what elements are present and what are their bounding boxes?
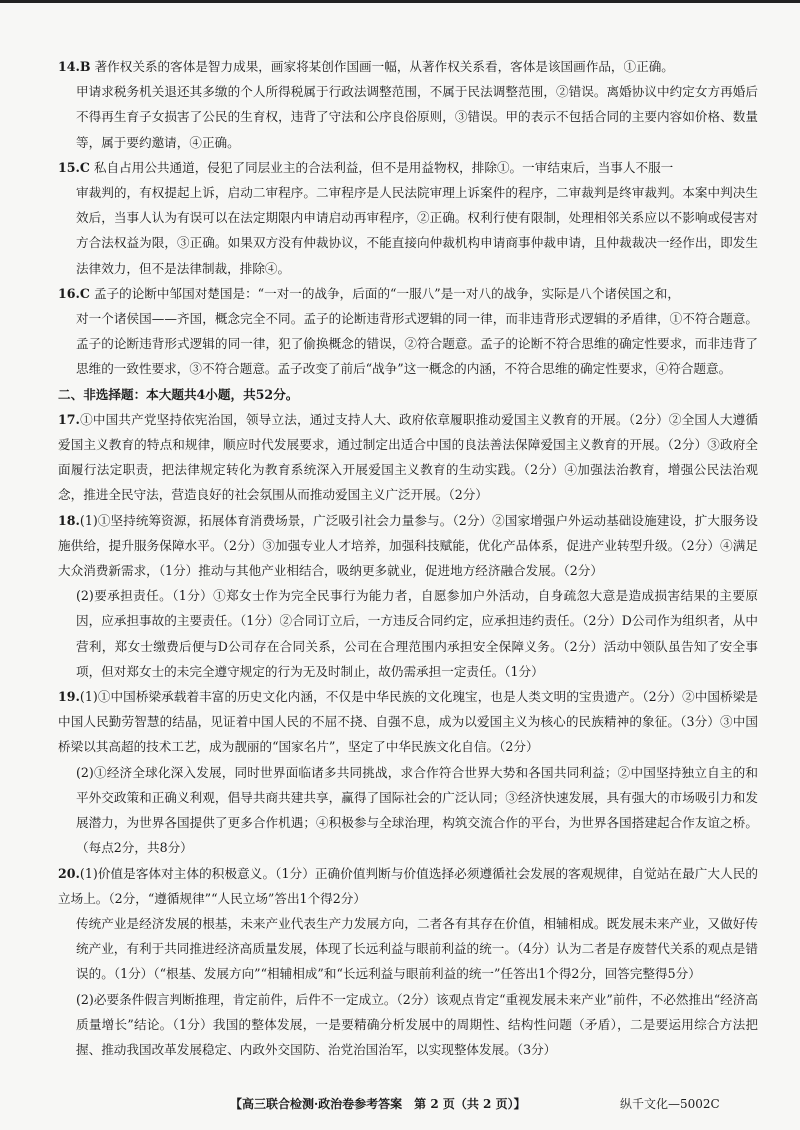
item-number: 20. [58,865,80,881]
answer-item-15 [58,155,758,281]
item-text-first: 孟子的论断中邹国对楚国是：“一对一的战争，后面的“一服八”是一对八的战争，实际是八个诸侯国之和， [93,285,680,301]
answer-paragraph: (2)必要条件假言判断推理，肯定前件，后件不一定成立。（2分）该观点肯定“重视发展未来产业”前件，不必然推出“经济高质量增长”结论。（1分）我国的整体发展，一是要精确分析发展中的周期性、结构性问题（矛盾），二是要运用综合方法把握、推动我国改革发展稳定、内政外交国防、治党治国治军，以实现整体发展。（3分） [76,991,758,1057]
item-number: 14.B [58,59,91,74]
answer-paragraph: ①中国共产党坚持依宪治国，领导立法，通过支持人大、政府依章履职推动爱国主义教育的开展。（2分）②全国人大遵循爱国主义教育的特点和规律，顺应时代发展要求，通过制定出适合中国的良法善法保障爱国主义教育的开展。（2分）③政府全面履行法定职责，把法律规定转化为教育系统深入开展爱国主义教育的生动实践。（2分）④加强法治教育，增强公民法治观念，推进全民守法，营造良好的社会氛围从而推动爱国主义广泛开展。（2分） [58,411,758,503]
answer-item-18 [58,508,758,684]
item-number: 18. [58,512,80,528]
answer-paragraph: 传统产业是经济发展的根基，未来产业代表生产力发展方向，二者各有其存在价值，相辅相成。既发展未来产业，又做好传统产业，有利于共同推进经济高质量发展，体现了长远利益与眼前利益的统一。（4分）认为二者是存废替代关系的观点是错误的。（1分）（“根基、发展方向”“相辅相成”和“长远利益与眼前利益的统一”任答出1个得2分，回答完整得5分） [76,915,758,982]
answer-paragraph: (2)要承担责任。（1分）①郑女士作为完全民事行为能力者，自愿参加户外活动，自身疏忽大意是造成损害结果的主要原因，应承担事故的主要责任。（1分）②合同订立后，一方违反合同约定，应承担违约责任。（2分）D公司作为组织者，从中营利，郑女士缴费后便与D公司存在合同关系，公司在合理范围内承担安全保障义务。（2分）活动中领队虽告知了安全事项，但对郑女士的未完全遵守规定的行为无及时制止，故仍需承担一定责任。（1分） [76,588,758,679]
answer-item-19 [58,684,758,860]
answer-item-17 [58,407,758,508]
item-number: 19. [58,689,80,705]
item-number: 15.C [58,159,90,175]
top-border-line [0,0,800,3]
item-number: 16.C [58,285,90,301]
item-text-first: 私自占用公共通道，侵犯了同层业主的合法利益，但不是用益物权，排除①。一审结束后，当事人不服一 [93,159,674,175]
answer-content [58,54,758,1062]
item-number: 17. [58,411,80,427]
answer-paragraph: (1)价值是客体对主体的积极意义。（1分）正确价值判断与价值选择必须遵循社会发展的客观规律，自觉站在最广大人民的立场上。（2分，“遵循规律”“人民立场”答出1个得2分） [58,865,758,906]
footer-title: 【高三联合检测·政治卷参考答案 第 2 页（共 2 页）】 [230,1097,526,1111]
answer-item-20 [58,861,758,1063]
footer-code: 纵千文化—5002C [620,1097,720,1111]
answer-item-14 [58,54,758,155]
answer-paragraph: (2)①经济全球化深入发展，同时世界面临诸多共同挑战，求合作符合世界大势和各国共同利益；②中国坚持独立自主的和平外交政策和正确义利观，倡导共商共建共享，赢得了国际社会的广泛认同；③经济快速发展，具有强大的市场吸引力和发展潜力，为世界各国提供了更多合作机遇；④积极参与全球治理，构筑交流合作的平台，为世界各国搭建起合作友谊之桥。（每点2分，共8分） [76,764,758,856]
answer-paragraph: (1)①坚持统筹资源，拓展体育消费场景，广泛吸引社会力量参与。（2分）②国家增强户外运动基础设施建设，扩大服务设施供给，提升服务保障水平。（2分）③加强专业人才培养，加强科技赋能，优化产品体系，促进产业转型升级。（2分）④满足大众消费新需求，（1分）推动与其他产业相结合，吸纳更多就业，促进地方经济融合发展。（2分） [58,512,758,579]
item-text-rest: 甲请求税务机关退还其多缴的个人所得税属于行政法调整范围，不属于民法调整范围，②错误。离婚协议中约定女方再婚后不得再生育子女损害了公民的生育权，违背了守法和公序良俗原则，③错误。甲的表示不包括合同的主要内容如价格、数量等，属于要约邀请，④正确。 [76,84,758,150]
answer-paragraph: (1)①中国桥梁承载着丰富的历史文化内涵，不仅是中华民族的文化瑰宝，也是人类文明的宝贵遗产。（2分）②中国桥梁是中国人民勤劳智慧的结晶，见证着中国人民的不屈不挠、自强不息，成为以爱国主义为核心的民族精神的象征。（3分）③中国桥梁以其高超的技术工艺，成为靓丽的“国家名片”，坚定了中华民族文化自信。（2分） [58,689,758,755]
item-text-first: 著作权关系的客体是智力成果，画家将某创作国画一幅，从著作权关系看，客体是该国画作品，①正确。 [94,59,674,74]
section-title: 二、非选择题：本大题共4小题，共52分。 [58,386,299,402]
item-text-rest: 对一个诸侯国——齐国，概念完全不同。孟子的论断违背形式逻辑的同一律，而非违背形式逻辑的矛盾律，①不符合题意。孟子的论断违背形式逻辑的同一律，犯了偷换概念的错误，②符合题意。孟子的论断不符合思维的确定性要求，而非违背了思维的一致性要求，③不符合题意。孟子改变了前后“战争”这一概念的内涵，不符合思维的确定性要求，④符合题意。 [76,311,758,377]
page-footer [230,1094,770,1114]
answer-item-16 [58,281,758,382]
item-text-rest: 审裁判的，有权提起上诉，启动二审程序。二审程序是人民法院审理上诉案件的程序，二审裁判是终审裁判。本案中判决生效后，当事人认为有误可以在法定期限内申请启动再审程序，②正确。权利行使有限制，处理相邻关系应以不影响或侵害对方合法权益为限，③正确。如果双方没有仲裁协议，不能直接向仲裁机构申请商事仲裁申请，且仲裁裁决一经作出，即发生法律效力，但不是法律制裁，排除④。 [76,185,758,276]
